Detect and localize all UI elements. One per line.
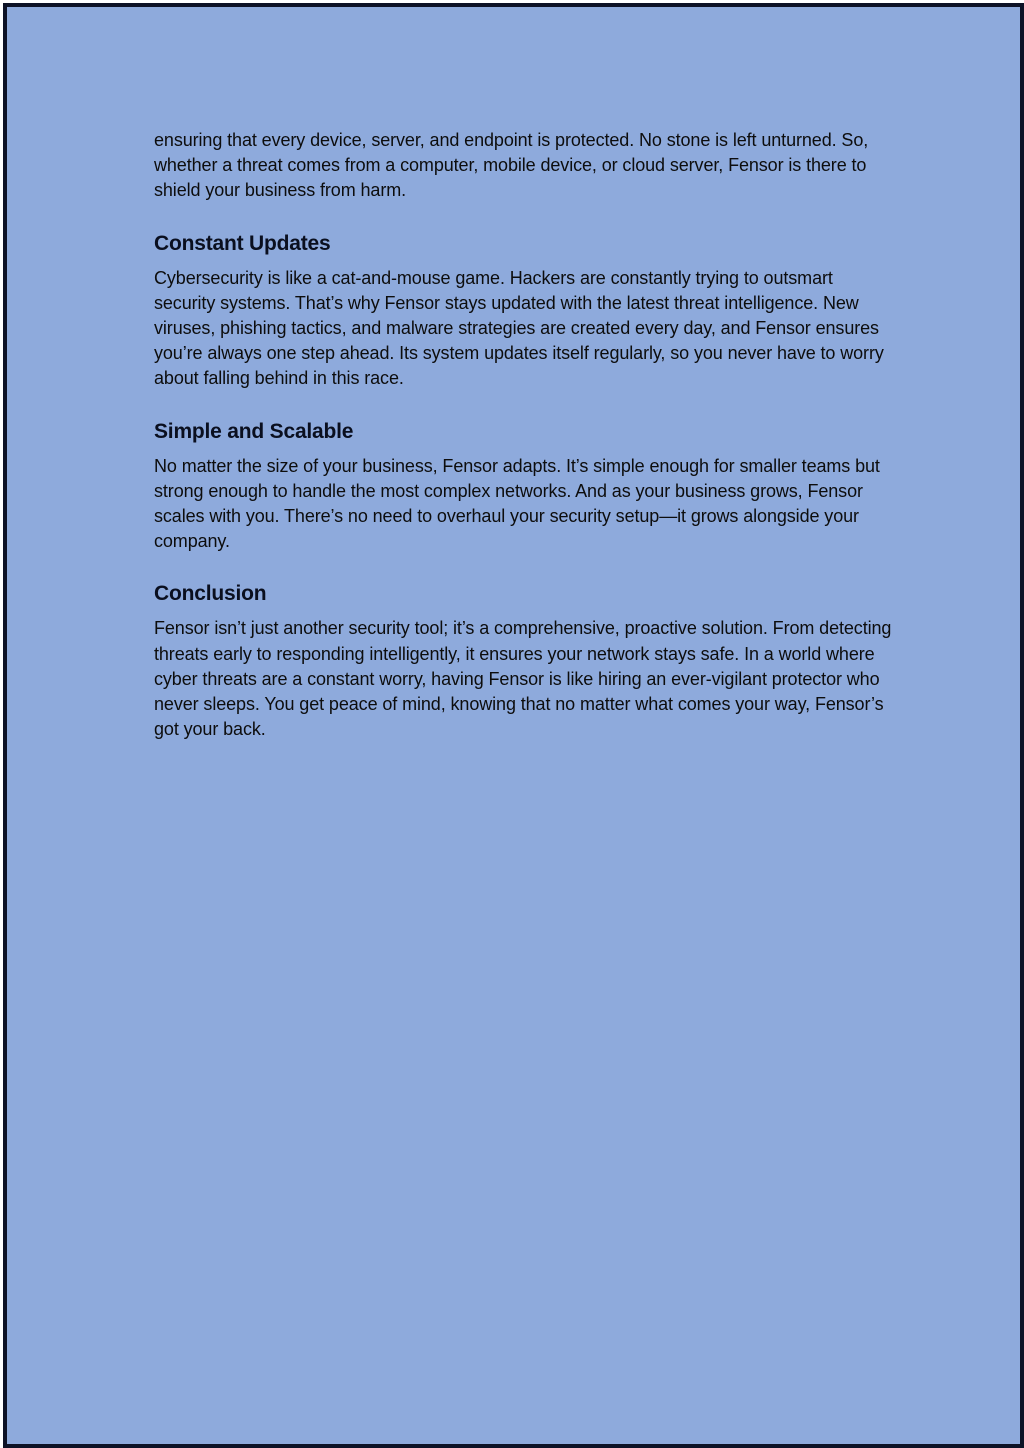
heading-simple-and-scalable: Simple and Scalable bbox=[154, 419, 354, 443]
heading-constant-updates: Constant Updates bbox=[154, 231, 331, 255]
intro-paragraph: ensuring that every device, server, and endpoint is protected. No stone is left unturned. So, whether a threat comes from a computer, mobile device, or cloud server, Fensor is there to shield your business from harm. bbox=[154, 130, 869, 201]
document-content bbox=[154, 128, 894, 742]
simple-and-scalable-paragraph: No matter the size of your business, Fensor adapts. It’s simple enough for smaller teams but strong enough to handle the most complex networks. And as your business grows, Fensor scales with you. There’s no need to overhaul your security setup—it grows alongside your company. bbox=[154, 455, 880, 552]
heading-conclusion: Conclusion bbox=[154, 582, 267, 606]
constant-updates-paragraph: Cybersecurity is like a cat-and-mouse game. Hackers are constantly trying to outsmart security systems. That’s why Fensor stays updated with the latest threat intelligence. New viruses, phishing tactics, and malware strategies are created every day, and Fensor ensures you’re always one step ahead. Its system updates itself regularly, so you never have to worry about falling behind in this race. bbox=[154, 267, 884, 389]
conclusion-paragraph: Fensor isn’t just another security tool; it’s a comprehensive, proactive solution. From detecting threats early to responding intelligently, it ensures your network stays safe. In a world where cyber threats are a constant worry, having Fensor is like hiring an ever-vigilant protector who never sleeps. You get peace of mind, knowing that no matter what comes your way, Fensor’s got your back. bbox=[154, 618, 892, 740]
document-page bbox=[3, 3, 1024, 1448]
